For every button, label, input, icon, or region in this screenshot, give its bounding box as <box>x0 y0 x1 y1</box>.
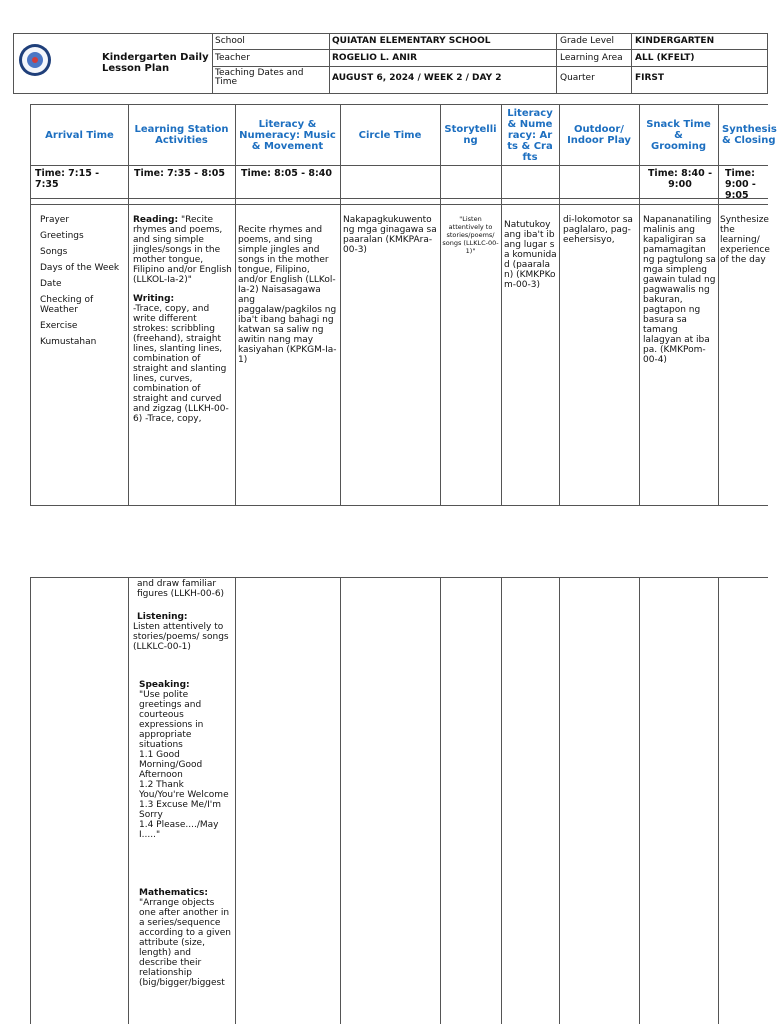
schedule-table-continued <box>30 577 768 1024</box>
col-header-literacy-arts: Literacy & Numeracy: Arts & Crafts <box>507 107 553 163</box>
listening-block: Listening: Listen attentively to stories/poems/ songs (LLKLC-00-1) <box>133 612 229 652</box>
arrival-item: Greetings <box>40 231 84 241</box>
outdoor-play-cell: di-lokomotor sa paglalaro, pag-eehersisyo, <box>563 215 633 245</box>
plan-title: Kindergarten Daily Lesson Plan <box>102 52 209 74</box>
time-snack: Time: 8:40 - 9:00 <box>647 168 713 190</box>
literacy-arts-cell: Natutukoy ang iba't ibang lugar sa komunidad (paaralan) (KMKPKom-00-3) <box>504 220 557 290</box>
mathematics-block: Mathematics: "Arrange objects one after another in a series/sequence according to a given attribute (size, length) and describe their relationship (big/bigger/biggest <box>139 888 232 988</box>
teacher-value: ROGELIO L. ANIR <box>332 53 418 63</box>
learning-station-cell: Reading: "Recite rhymes and poems, and sing simple jingles/songs in the mother tongue, Filipino and/or English (LLKOL-Ia-2)" Writing: -Trace, copy, and write different strokes: scribbling (freehand), straight lines, slanting lines, combination of straight and slanting lines, curves, combination of straight and curved and zigzag (LLKH-00-6) -Trace, copy, <box>133 215 232 424</box>
school-label: School <box>215 36 245 46</box>
arrival-item: Date <box>40 279 62 289</box>
grade-value: KINDERGARTEN <box>635 36 715 46</box>
arrival-activities-list <box>40 215 126 353</box>
col-header-arrival: Arrival Time <box>45 129 114 141</box>
col-header-synthesis: Synthesis & Closing <box>722 124 777 146</box>
arrival-item: Exercise <box>40 321 78 331</box>
col-header-learning-station: Learning Station Activities <box>134 124 229 146</box>
arrival-item: Checking of Weather <box>40 295 94 315</box>
time-synthesis: Time: 9:00 - 9:05 <box>725 168 756 201</box>
speaking-item: 1.4 Please..../May I....." <box>139 820 219 840</box>
synthesis-cell: Synthesize the learning/ experience of the day <box>720 215 770 265</box>
snack-grooming-cell: Napananatiling malinis ang kapaligiran sa pamamagitan ng pagtulong sa mga simpleng gawain tulad ng pagwawalis ng bakuran, pagtapon ng basura sa tamang lalagyan at iba pa. (KMKPom-00-4) <box>643 215 716 365</box>
col-header-outdoor: Outdoor/ Indoor Play <box>567 124 631 146</box>
schedule-table <box>30 104 777 506</box>
quarter-value: FIRST <box>635 73 665 83</box>
arrival-item: Kumustahan <box>40 337 97 347</box>
col-header-literacy-music: Literacy & Numeracy: Music & Movement <box>239 118 336 152</box>
arrival-item: Prayer <box>40 215 70 225</box>
col-header-snack: Snack Time & Grooming <box>646 118 711 152</box>
speaking-item: 1.2 Thank You/You're Welcome <box>139 780 229 800</box>
literacy-music-cell: Recite rhymes and poems, and sing simple jingles and songs in the mother tongue, Filipino, and/or English (LLKol- Ia-2) Naisasagawa ang paggalaw/pagkilos ng iba't ibang bahagi ng katwan sa saliw ng awitin nang may kasiyahan (KPKGM-Ia-1) <box>238 225 337 365</box>
speaking-item: 1.3 Excuse Me/I'm Sorry <box>139 800 221 820</box>
grade-label: Grade Level <box>560 36 615 46</box>
circle-time-cell: Nakapagkukuwento ng mga ginagawa sa paaralan (KMKPAra-00-3) <box>343 215 437 255</box>
arrival-item: Days of the Week <box>40 263 120 273</box>
area-value: ALL (KFELT) <box>635 53 695 63</box>
school-value: QUIATAN ELEMENTARY SCHOOL <box>332 36 491 46</box>
time-literacy-music: Time: 8:05 - 8:40 <box>241 168 333 179</box>
col-header-circle: Circle Time <box>358 129 422 141</box>
arrival-item: Songs <box>40 247 68 257</box>
deped-seal-logo <box>19 44 51 76</box>
col-header-storytelling: Storytelling <box>444 124 497 146</box>
quarter-label: Quarter <box>560 73 595 83</box>
teacher-label: Teacher <box>215 53 250 63</box>
speaking-item: 1.1 Good Morning/Good Afternoon <box>139 750 203 780</box>
writing-continued: and draw familiar figures (LLKH-00-6) <box>137 579 225 599</box>
time-learning-station: Time: 7:35 - 8:05 <box>134 168 226 179</box>
area-label: Learning Area <box>560 53 623 63</box>
header-table <box>13 33 768 94</box>
storytelling-cell: "Listen attentively to stories/poems/ songs (LLKLC-00-1)" <box>442 215 499 255</box>
speaking-block: Speaking: "Use polite greetings and courteous expressions in appropriate situations 1.1 Good Morning/Good Afternoon 1.2 Thank You/You're Welcome 1.3 Excuse Me/I'm Sorry 1.4 Please..../May I....." <box>139 680 231 840</box>
dates-value: AUGUST 6, 2024 / WEEK 2 / DAY 2 <box>332 73 502 83</box>
dates-label: Teaching Dates and Time <box>215 68 304 87</box>
time-arrival: Time: 7:15 - 7:35 <box>35 168 100 190</box>
